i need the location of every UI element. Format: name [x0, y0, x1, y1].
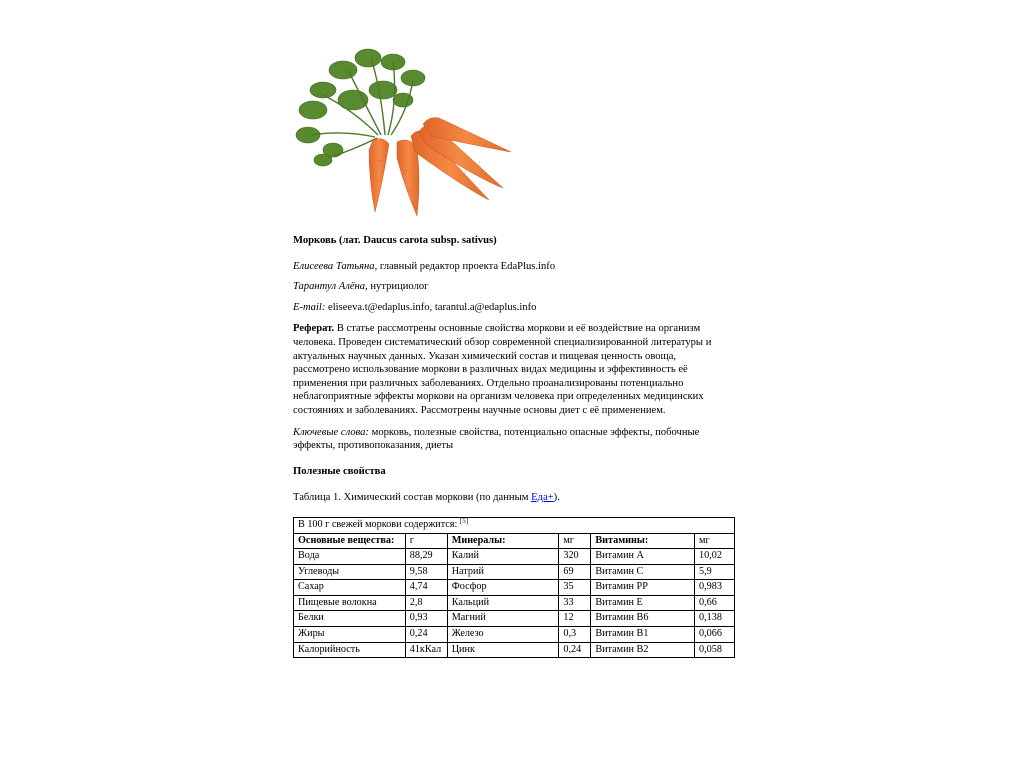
table-cell: 33: [559, 595, 591, 611]
table-cell: 88,29: [405, 549, 447, 565]
caption-end: ).: [553, 492, 560, 504]
reference-marker: [5]: [459, 516, 469, 525]
author-role: главный редактор проекта EdaPlus.info: [377, 260, 556, 272]
table-cell: Сахар: [294, 580, 406, 596]
table-cell: Витамин PP: [591, 580, 695, 596]
author-name: Тарантул Алёна,: [293, 281, 368, 293]
table-cell: 0,66: [695, 595, 735, 611]
intro-text: В 100 г свежей моркови содержится:: [298, 518, 460, 530]
header-cell: Витамины:: [591, 533, 695, 549]
section-heading: Полезные свойства: [293, 465, 386, 477]
author-tarantul: [293, 280, 735, 294]
table-cell: Витамин B1: [591, 627, 695, 643]
table-cell: Углеводы: [294, 564, 406, 580]
header-cell: г: [405, 533, 447, 549]
abstract-text: В статье рассмотрены основные свойства моркови и её воздействие на организм человека. Проведен систематический обзор современной специализированной литературы и актуальных научных данных. Указан химический состав и пищевая ценность овоща, рассмотрено использование моркови в различных видах медицины и эффективность её применения при различных заболеваниях. Отдельно проанализированы потенциально неблагоприятные эффекты моркови на организм человека при определенных медицинских состояниях и заболеваниях. Рассмотрены научные основы диет с её применением.: [293, 323, 712, 416]
caption-text: Таблица 1. Химический состав моркови (по данным: [293, 492, 532, 504]
carrot-bunch-icon: [293, 40, 513, 220]
chemical-composition-table: [293, 517, 735, 658]
table-row: [294, 549, 735, 565]
table-cell: 5,9: [695, 564, 735, 580]
table-cell: 320: [559, 549, 591, 565]
table-cell: 0,058: [695, 642, 735, 658]
table-cell: Кальций: [447, 595, 559, 611]
table-row: [294, 580, 735, 596]
table-cell: Белки: [294, 611, 406, 627]
header-cell: Минералы:: [447, 533, 559, 549]
table-cell: 10,02: [695, 549, 735, 565]
table-cell: Вода: [294, 549, 406, 565]
table-cell: Пищевые волокна: [294, 595, 406, 611]
table-cell: Фосфор: [447, 580, 559, 596]
table-row: [294, 611, 735, 627]
table-cell: Витамин C: [591, 564, 695, 580]
table-cell: 12: [559, 611, 591, 627]
table-cell: 41кКал: [405, 642, 447, 658]
header-cell: мг: [559, 533, 591, 549]
header-cell: мг: [695, 533, 735, 549]
eda-plus-link[interactable]: Еда+: [531, 492, 554, 504]
table-intro-cell: [294, 517, 735, 533]
table-cell: 0,93: [405, 611, 447, 627]
table-cell: 0,24: [559, 642, 591, 658]
table-row: [294, 595, 735, 611]
keywords-paragraph: [293, 426, 735, 453]
table-cell: Витамин B6: [591, 611, 695, 627]
table-cell: 0,24: [405, 627, 447, 643]
table-intro-row: [294, 517, 735, 533]
table-cell: 0,066: [695, 627, 735, 643]
table-cell: Железо: [447, 627, 559, 643]
table-cell: Витамин B2: [591, 642, 695, 658]
table-cell: 4,74: [405, 580, 447, 596]
table-cell: 0,3: [559, 627, 591, 643]
email-label: E-mail:: [293, 301, 326, 313]
table-row: [294, 627, 735, 643]
table-cell: 2,8: [405, 595, 447, 611]
abstract-paragraph: [293, 322, 735, 417]
email-value: eliseeva.t@edaplus.info, tarantul.a@edaplus.info: [325, 301, 537, 313]
table-header-row: [294, 533, 735, 549]
author-eliseeva: [293, 260, 735, 274]
table-cell: Витамин A: [591, 549, 695, 565]
author-role: нутрициолог: [367, 281, 429, 293]
table-caption: [293, 491, 735, 505]
table-cell: 9,58: [405, 564, 447, 580]
table-row: [294, 642, 735, 658]
table-cell: Калорийность: [294, 642, 406, 658]
article-title: Морковь (лат. Daucus carota subsp. sativus): [293, 235, 497, 246]
table-cell: 69: [559, 564, 591, 580]
document-page: [293, 40, 735, 658]
table-cell: Магний: [447, 611, 559, 627]
table-cell: Калий: [447, 549, 559, 565]
table-cell: Витамин E: [591, 595, 695, 611]
table-cell: 0,138: [695, 611, 735, 627]
table-cell: Натрий: [447, 564, 559, 580]
table-cell: 0,983: [695, 580, 735, 596]
author-name: Елисеева Татьяна,: [293, 260, 378, 272]
abstract-label: Реферат.: [293, 323, 335, 335]
email-line: [293, 301, 735, 315]
table-cell: Жиры: [294, 627, 406, 643]
table-row: [294, 564, 735, 580]
keywords-text: морковь, полезные свойства, потенциально опасные эффекты, побочные эффекты, противопоказания, диеты: [293, 426, 700, 452]
table-cell: Цинк: [447, 642, 559, 658]
keywords-label: Ключевые слова:: [293, 426, 369, 438]
table-cell: 35: [559, 580, 591, 596]
header-cell: Основные вещества:: [294, 533, 406, 549]
